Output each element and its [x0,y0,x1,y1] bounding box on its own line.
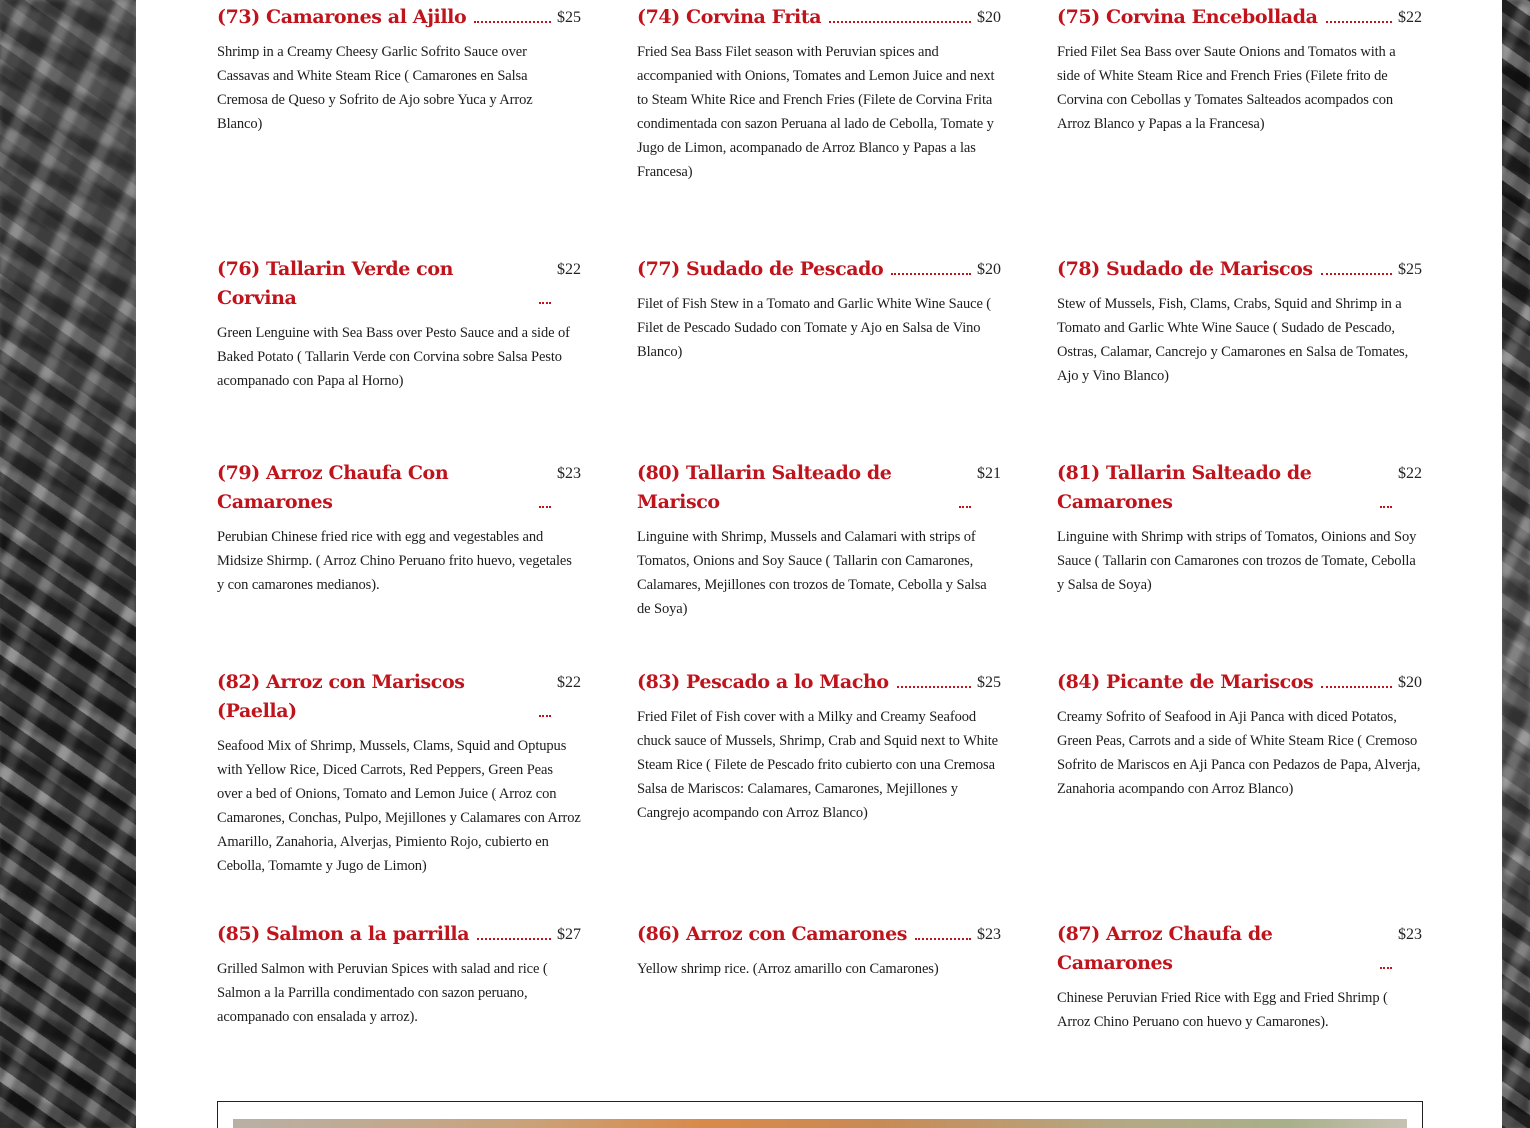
menu-item-header [637,668,1001,697]
menu-item-header [637,920,1001,949]
menu-item-name: (75) Corvina Encebollada [1057,6,1318,28]
menu-item [217,920,581,1090]
menu-item-description: Fried Filet of Fish cover with a Milky and Creamy Seafood chuck sauce of Mussels, Shrimp, Crab and Squid next to White Steam Rice ( Filete de Pescado frito cubierto con una Cremosa Salsa de Mariscos: Calamares, Camarones, Mejillones y Cangrejo acompando con Arroz Blanco) [637,709,999,821]
menu-item-name: (73) Camarones al Ajillo [217,6,467,28]
menu-item [637,459,1001,668]
dot-leader [1326,21,1393,23]
dot-leader [539,715,551,717]
menu-item-price: $23 [1398,926,1422,943]
menu-item-description: Yellow shrimp rice. (Arroz amarillo con Camarones) [637,961,939,977]
menu-item-header [217,668,581,726]
menu-item-name: (84) Picante de Mariscos [1057,671,1314,693]
menu-item-name: (76) Tallarin Verde con Corvina [217,258,454,309]
menu-item-price: $20 [977,261,1001,278]
menu-item-price: $22 [1398,9,1422,26]
menu-item-name: (86) Arroz con Camarones [637,923,908,945]
menu-item-header [1057,3,1422,32]
menu-item [637,255,1001,459]
menu-item-description: Shrimp in a Creamy Cheesy Garlic Sofrito Sauce over Cassavas and White Steam Rice ( Camarones en Salsa Cremosa de Queso y Sofrito de Ajo sobre Yuca y Arroz Blanco) [217,44,533,132]
menu-item [217,3,581,255]
dot-leader [897,686,971,688]
menu-item-name: (81) Tallarin Salteado de Camarones [1057,462,1312,513]
menu-item-description: Seafood Mix of Shrimp, Mussels, Clams, Squid and Optupus with Yellow Rice, Diced Carrots, Red Peppers, Green Peas over a bed of Onions, Tomato and Lemon Juice ( Arroz con Camarones, Conchas, Pulpo, Mejillones y Calamares con Arroz Amarillo, Zanahoria, Alverjas, Pimiento Rojo, cubierto en Cebolla, Tomamte y Jugo de Limon) [217,738,581,874]
menu-item [1057,668,1422,920]
menu-item [217,668,581,920]
menu-item [1057,459,1422,668]
menu-item-description: Green Lenguine with Sea Bass over Pesto Sauce and a side of Baked Potato ( Tallarin Verde con Corvina sobre Salsa Pesto acompanado con Papa al Horno) [217,325,570,389]
menu-item-price: $22 [1398,465,1422,482]
menu-item-name: (83) Pescado a lo Macho [637,671,889,693]
dot-leader [474,21,551,23]
menu-item-price: $22 [557,674,581,691]
dot-leader [539,506,551,508]
menu-item [217,255,581,459]
menu-item-price: $23 [557,465,581,482]
menu-item-header [1057,459,1422,517]
menu-item-header [1057,668,1422,697]
menu-item-name: (85) Salmon a la parrilla [217,923,470,945]
dot-leader [539,302,551,304]
menu-item [1057,255,1422,459]
menu-item-header [217,459,581,517]
menu-item-description: Perubian Chinese fried rice with egg and vegestables and Midsize Shirmp. ( Arroz Chino Peruano frito huevo, vegetales y con camarones medianos). [217,529,572,593]
menu-item-header [637,3,1001,32]
background-texture-left [0,0,136,1128]
menu-page [136,0,1502,1128]
food-photo [233,1119,1407,1128]
menu-item-header [217,3,581,32]
menu-item-header [217,920,581,949]
dot-leader [829,21,971,23]
menu-item-name: (78) Sudado de Mariscos [1057,258,1313,280]
dot-leader [477,938,551,940]
background-texture-right [1502,0,1530,1128]
dot-leader [1321,273,1392,275]
dot-leader [1380,967,1392,969]
menu-item-description: Linguine with Shrimp, Mussels and Calamari with strips of Tomatos, Onions and Soy Sauce ( Tallarin con Camarones, Calamares, Mejillones con trozos de Tomate, Cebolla y Salsa de Soya) [637,529,987,617]
menu-item-description: Linguine with Shrimp with strips of Tomatos, Oinions and Soy Sauce ( Tallarin con Camarones con trozos de Tomate, Cebolla y Salsa de Soya) [1057,529,1417,593]
dot-leader [915,938,971,940]
menu-item [1057,3,1422,255]
menu-item-price: $23 [977,926,1001,943]
menu-item-description: Filet of Fish Stew in a Tomato and Garlic White Wine Sauce ( Filet de Pescado Sudado con Tomate y Ajo en Salsa de Vino Blanco) [637,296,992,360]
menu-item-price: $22 [557,261,581,278]
menu-item-price: $20 [977,9,1001,26]
menu-item-price: $21 [977,465,1001,482]
menu-item-description: Grilled Salmon with Peruvian Spices with salad and rice ( Salmon a la Parrilla condimentado con sazon peruano, acompanado con ensalada y arroz). [217,961,548,1025]
menu-item-name: (80) Tallarin Salteado de Marisco [637,462,892,513]
menu-item [217,459,581,668]
menu-item-header [1057,920,1422,978]
menu-item-price: $25 [977,674,1001,691]
menu-item-name: (82) Arroz con Mariscos (Paella) [217,671,465,722]
menu-item-price: $25 [557,9,581,26]
menu-item [637,920,1001,1090]
dot-leader [1321,686,1392,688]
menu-item-price: $27 [557,926,581,943]
menu-item-description: Creamy Sofrito of Seafood in Aji Panca with diced Potatos, Green Peas, Carrots and a side of White Steam Rice ( Cremoso Sofrito de Mariscos en Aji Panca con Pedazos de Papa, Alverja, Zanahoria acompando con Arroz Blanco) [1057,709,1421,797]
menu-item-price: $25 [1398,261,1422,278]
menu-item [637,3,1001,255]
menu-item-description: Chinese Peruvian Fried Rice with Egg and Fried Shrimp ( Arroz Chino Peruano con huevo y Camarones). [1057,990,1388,1030]
dot-leader [891,273,971,275]
menu-item-price: $20 [1398,674,1422,691]
menu-item-description: Fried Filet Sea Bass over Saute Onions and Tomatos with a side of White Steam Rice and French Fries (Filete frito de Corvina con Cebollas y Tomates Salteados acompados con Arroz Blanco y Papas a la Francesa) [1057,44,1396,132]
menu-item-name: (77) Sudado de Pescado [637,258,884,280]
menu-item-header [1057,255,1422,284]
menu-grid [217,0,1422,1090]
dot-leader [959,506,971,508]
dot-leader [1380,506,1392,508]
food-photo-frame [217,1101,1423,1128]
menu-item-name: (74) Corvina Frita [637,6,822,28]
menu-item-header [217,255,581,313]
menu-item [1057,920,1422,1090]
menu-item [637,668,1001,920]
menu-item-header [637,255,1001,284]
menu-item-description: Stew of Mussels, Fish, Clams, Crabs, Squid and Shrimp in a Tomato and Garlic Whte Wine Sauce ( Sudado de Pescado, Ostras, Calamar, Cancrejo y Camarones en Salsa de Tomates, Ajo y Vino Blanco) [1057,296,1409,384]
menu-item-name: (79) Arroz Chaufa Con Camarones [217,462,449,513]
menu-item-name: (87) Arroz Chaufa de Camarones [1057,923,1273,974]
menu-item-description: Fried Sea Bass Filet season with Peruvian spices and accompanied with Onions, Tomates and Lemon Juice and next to Steam White Rice and French Fries (Filete de Corvina Frita condimentada con sazon Peruana al lado de Cebolla, Tomate y Jugo de Limon, acompanado de Arroz Blanco y Papas a las Francesa) [637,44,995,180]
menu-item-header [637,459,1001,517]
